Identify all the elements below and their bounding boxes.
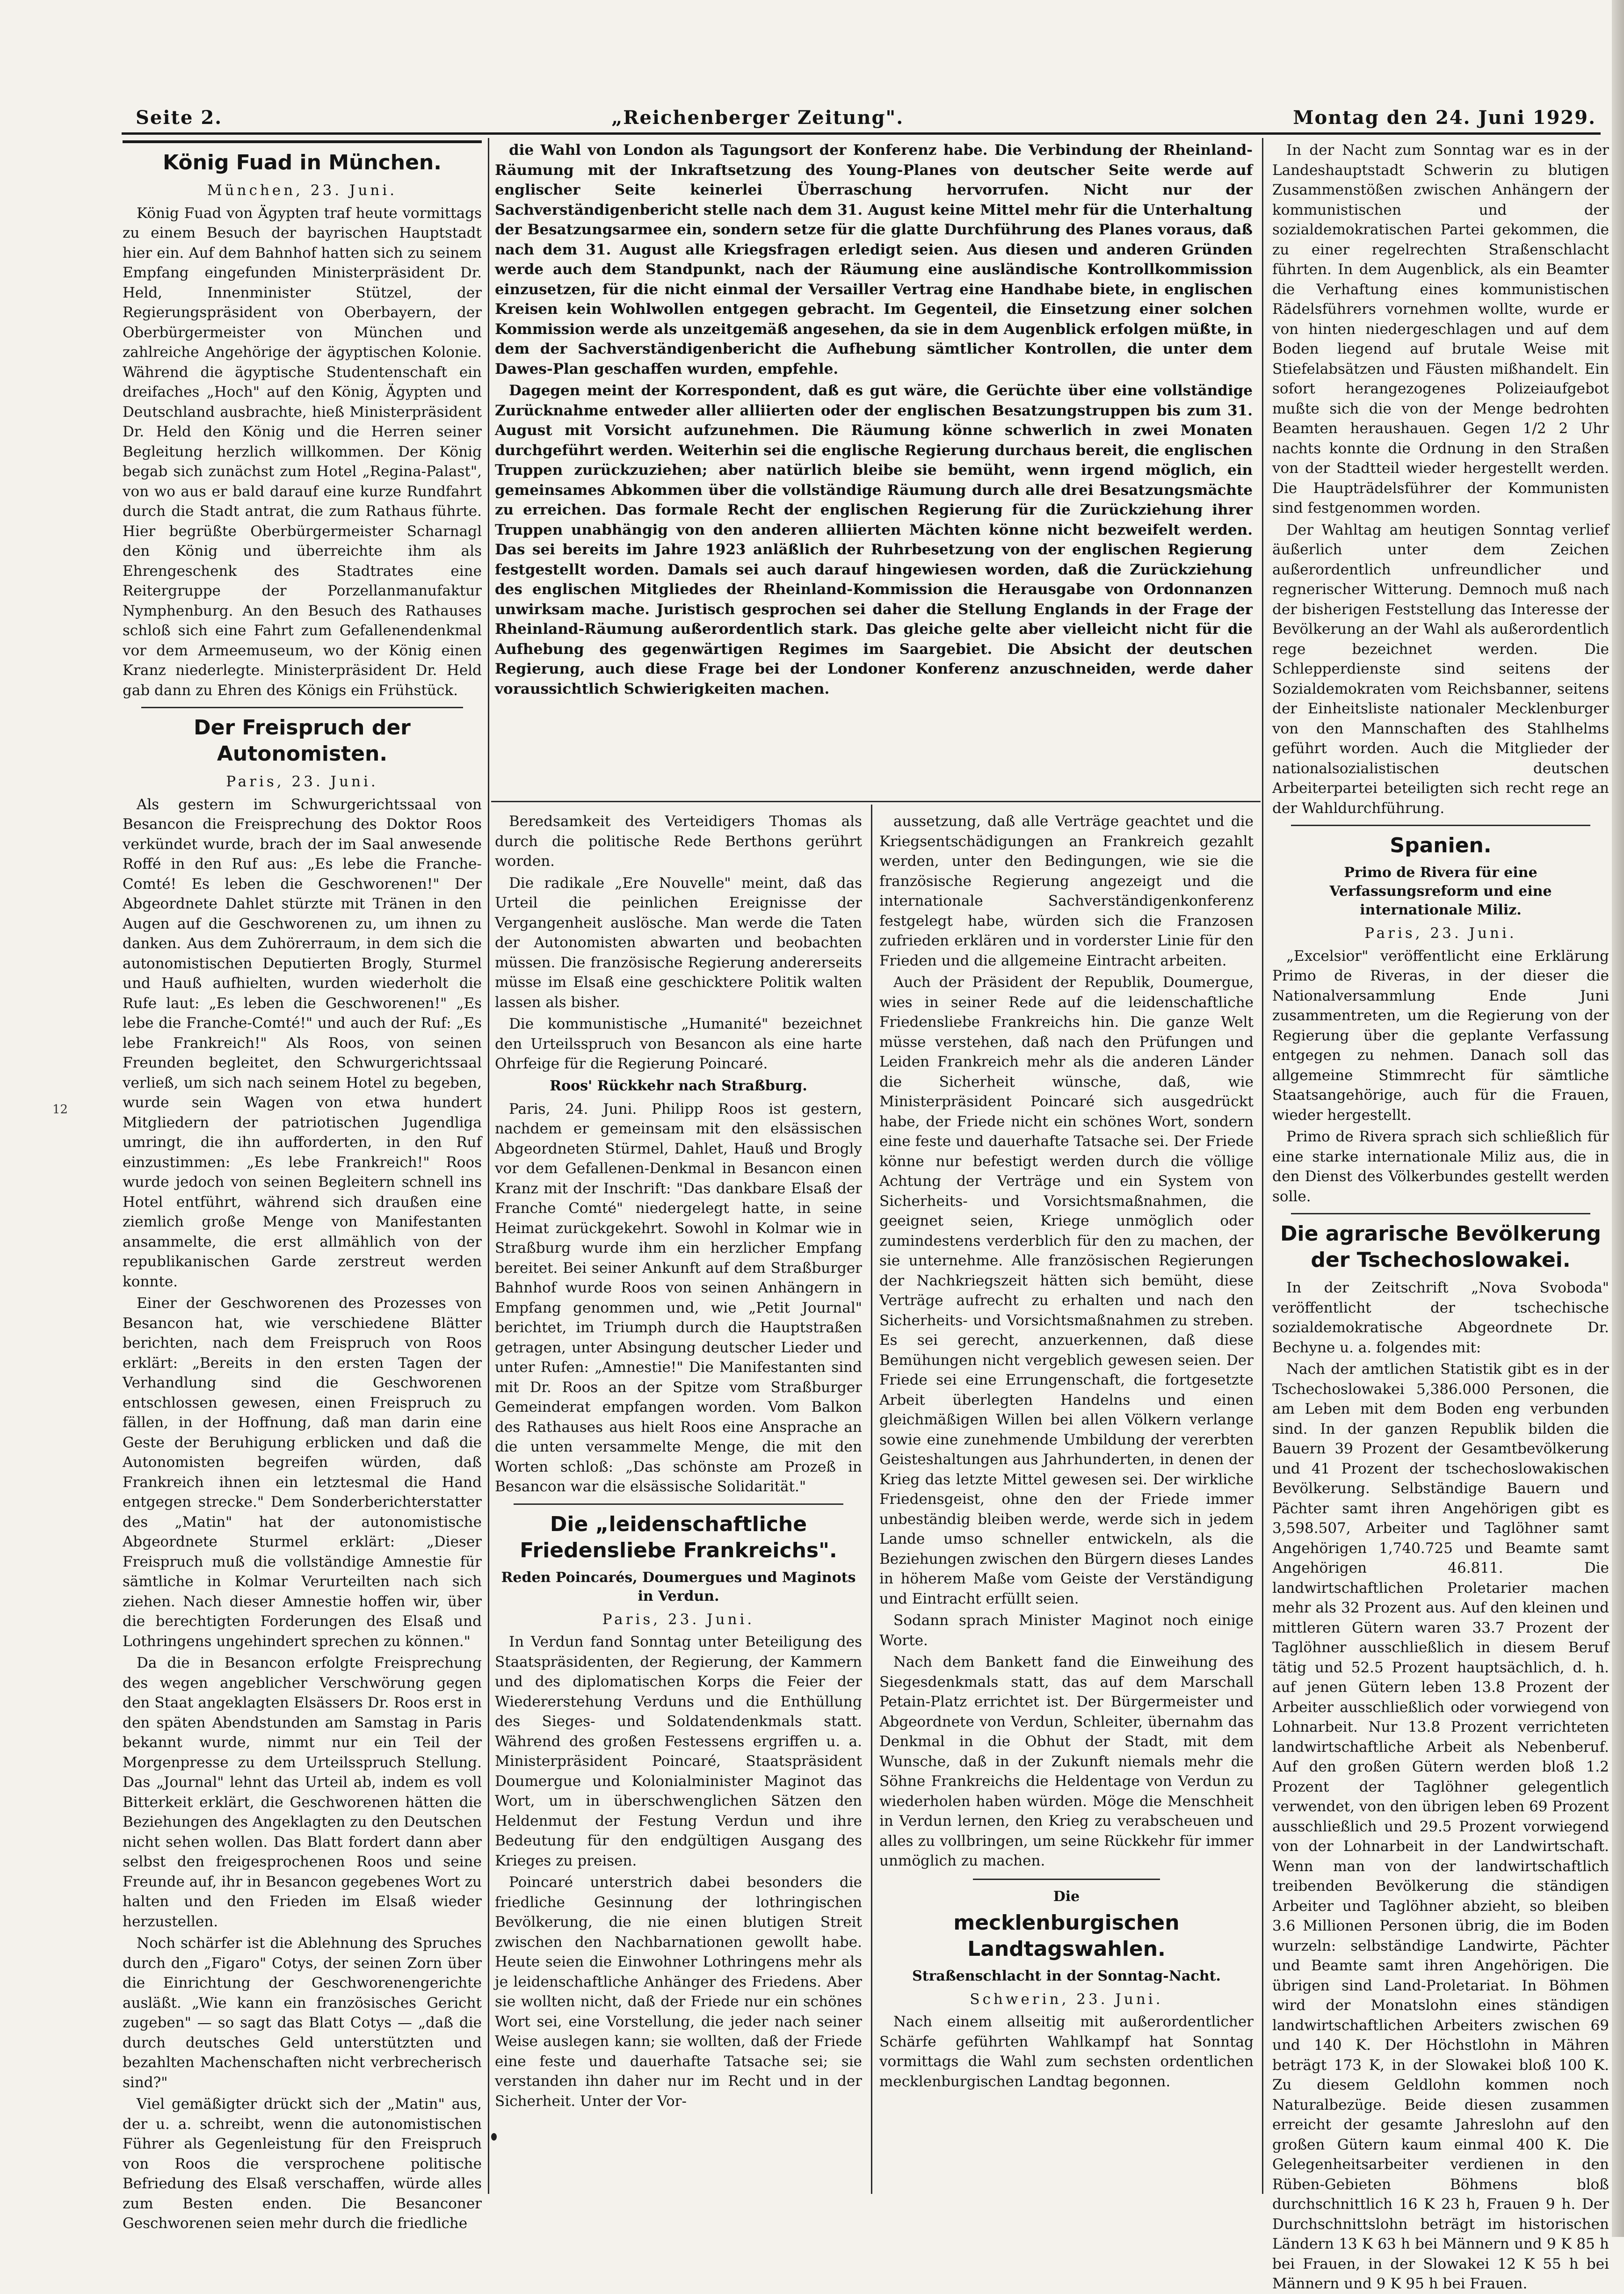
column-2-top — [495, 140, 1253, 795]
paragraph: Da die in Besancon erfolgte Freisprechung des wegen angeblicher Verschwörung gegen den Staat angeklagten Elsässers Dr. Roos erst in den späten Abendstunden am Samstag in Paris bekannt wurde, nimmt nur ein Teil der Morgenpresse zu dem Urteilsspruch Stellung. Das „Journal" lehnt das Urteil ab, indem es voll Bitterkeit erklärt, die Geschworenen hätten die Beziehungen des Angeklagten zu den Deutschen nicht sehen wollen. Das Blatt fordert dann aber selbst den freigesprochenen Roos und seine Freunde auf, ihr in Besancon gegebenes Wort zu halten und den Frieden im Elsaß wieder herzustellen. — [123, 1655, 482, 1930]
paragraph: Dagegen meint der Korrespondent, daß es gut wäre, die Gerüchte über eine vollständige Zurücknahme entweder aller alliierten oder der englischen Besatzungstruppen bis zum 31. August mit Vorsicht aufzunehmen. Die Räumung könne schwerlich in zwei Monaten durchgeführt werden. Weiterhin sei die englische Regierung durchaus bereit, die englischen Truppen zurückzuziehen; aber natürlich bleibe sie bemüht, wenn irgend möglich, ein gemeinsames Abkommen über die vollständige Räumung durch alle drei Besatzungsmächte zu erreichen. Das formale Recht der englischen Regierung für die Zurückziehung ihrer Truppen unabhängig von den anderen alliierten Mächten könne nicht bezweifelt werden. Das sei bereits im Jahre 1923 anläßlich der Ruhrbesetzung von der englischen Regierung festgestellt worden. Damals sei auch darauf hingewiesen worden, daß die Zurückziehung des englischen Mitgliedes der Rheinland-Kommission die Herausgabe von Ordonnanzen unwirksam mache. Juristisch gesprochen sei daher die Stellung Englands in der Frage der Rheinland-Räumung außerordentlich stark. Das gleiche gelte aber vielleicht nicht für die Aufhebung des gegenwärtigen Regimes im Saargebiet. Die Absicht der deutschen Regierung, auch diese Frage bei der Londoner Konferenz anzuschneiden, werde daher voraussichtlich Schwierigkeiten machen. — [495, 382, 1253, 697]
dateline-freispruch: Paris, 23. Juni. — [226, 773, 378, 790]
paragraph: Nach einem allseitig mit außerordentlicher Schärfe geführten Wahlkampf hat Sonntag vormittags die Wahl zum sechsten ordentlichen mecklenburgischen Landtag begonnen. — [879, 2013, 1254, 2090]
paragraph: die Wahl von London als Tagungsort der Konferenz habe. Die Verbindung der Rheinland-Räumung mit der Inkraftsetzung des Young-Planes von deutscher Seite werde auf englischer Seite keinerlei Überraschung hervorrufen. Nicht nur der Sachverständigenbericht stelle nach dem 31. August keine Mittel mehr für die Unterhaltung der Besatzungsarmee ein, sondern setze für die glatte Durchführung des Planes voraus, daß nach dem 31. August alle Kriegsfragen erledigt seien. Aus diesen und anderen Gründen werde auch dem Standpunkt, nach der Räumung eine ausländische Kontrollkommission einzusetzen, für die nicht einmal der Versailler Vertrag eine Handhabe biete, in englischen Kreisen kein Wohlwollen entgegen gebracht. Im Gegenteil, die Einsetzung einer solchen Kommission werde als unzeitgemäß angesehen, da sie in dem Augenblick erfolgen müßte, in dem der Sachverständigenbericht die Aufhebung sämtlicher Kontrollen, die unter dem Dawes-Plan geschaffen wurden, empfehle. — [495, 142, 1253, 377]
paragraph: In der Zeitschrift „Nova Svoboda" veröffentlicht der tschechische sozialdemokratische Abgeordnete Dr. Bechyne u. a. folgendes mit: — [1272, 1279, 1609, 1356]
column-1 — [123, 140, 482, 2232]
paragraph: aussetzung, daß alle Verträge geachtet und die Kriegsentschädigungen an Frankreich gezahlt werden, unter den Bedingungen, wie sie die französische Regierung angezeigt und die internationale Sachverständigenkonferenz festgelegt habe, würden sich die Franzosen zufrieden erklären und in vorderster Linie für den Frieden und die allgemeine Eintracht arbeiten. — [879, 813, 1254, 969]
section-divider — [973, 1879, 1160, 1880]
header-rule — [122, 132, 1601, 135]
page-number: Seite 2. — [136, 107, 223, 129]
section-rule-middle — [491, 801, 1261, 802]
article-title-meckl: mecklenburgischen Landtagswahlen. — [953, 1910, 1180, 1961]
column-1-top-rule — [123, 140, 482, 143]
paragraph: Beredsamkeit des Verteidigers Thomas als durch die politische Rede Berthons gerührt worden. — [495, 813, 862, 870]
paragraph: Viel gemäßigter drückt sich der „Matin" aus, der u. a. schreibt, wenn die autonomistischen Führer als Gegenleistung für den Freispruch von Roos die versprochene politische Befriedung des Elsaß verschaffen, würde alles zum Besten enden. Die Besanconer Geschworenen seien mehr durch die friedliche — [123, 2096, 482, 2232]
article-title-freispruch: Der Freispruch der Autonomisten. — [194, 716, 411, 766]
paragraph: Nach dem Bankett fand die Einweihung des Siegesdenkmals statt, das auf dem Marschall Petain-Platz errichtet ist. Der Bürgermeister und Abgeordnete von Verdun, Schleiter, übernahm das Denkmal in die Obhut der Stadt, mit dem Wunsche, daß in der Zukunft niemals mehr die Söhne Frankreichs die Heldentage von Verdun zu wiederholen haben würden. Möge die Menschheit in Verdun lernen, den Krieg zu verabscheuen und alles zu vollbringen, um seine Rückkehr für immer unmöglich zu machen. — [879, 1654, 1254, 1869]
section-divider — [141, 707, 463, 708]
paragraph: Paris, 24. Juni. Philipp Roos ist gestern, nachdem er gemeinsam mit den elsässischen Abgeordneten Stürmel, Dahlet, Hauß und Brogly vor dem Gefallenen-Denkmal in Besancon einen Kranz mit der Inschrift: "Das dankbare Elsaß der Franche Comté" niedergelegt hatte, in seine Heimat zurückgekehrt. Sowohl in Kolmar wie in Straßburg wurde ihm ein herzlicher Empfang bereitet. Bei seiner Ankunft auf dem Straßburger Bahnhof wurde Roos von seinen Anhängern in Empfang genommen und, wie „Petit Journal" berichtet, im Triumph durch die Hauptstraßen getragen, unter Absingung deutscher Lieder und unter Rufen: „Amnestie!" Die Manifestanten sind mit Dr. Roos an der Spitze vom Straßburger Gemeinderat empfangen worden. Vom Balkon des Rathauses aus hielt Roos eine Ansprache an die unten versammelte Menge, die mit den Worten schloß: „Das schönste am Prozeß in Besancon war die elsässische Solidarität." — [495, 1100, 862, 1495]
article-title-roos: Roos' Rückkehr nach Straßburg. — [550, 1077, 807, 1094]
paragraph: Auch der Präsident der Republik, Doumergue, wies in seiner Rede auf die leidenschaftliche Friedensliebe Frankreichs hin. Die ganze Welt müsse verstehen, daß nach den Prüfungen und Leiden Frankreich mehr als die anderen Länder die Sicherheit wünsche, daß, wie Ministerpräsident Poincaré sich ausgedrückt habe, der Friede nicht ein schönes Wort, sondern eine feste und dauerhafte Tatsache sei. Der Friede könne nur befestigt werden durch die völlige Achtung der Verträge und ein System von Sicherheits- und Vorsichtsmaßnahmen, die geeignet seien, Kriege unmöglich oder zumindestens verderblich für den zu machen, der sie unternehme. Alle französischen Regierungen der Nachkriegszeit hätten sich bemüht, diese Verträge aufrecht zu erhalten und nach den Sicherheits- und Vorsichtsmaßnahmen zu streben. Es sei gerecht, anzuerkennen, daß diese Bemühungen nicht vergeblich gewesen seien. Der Friede sei eine Errungenschaft, die fortgesetzte Arbeit überlegten Handelns und einen gleichmäßigen Willen bei allen Völkern verlange sowie eine zunehmende Umbildung der vererbten Geisteshaltungen aus Jahrhunderten, in denen der Krieg das letzte Mittel gewesen sei. Der wirkliche Friedensgeist, ohne den der Friede immer unbeständig bleiben werde, werde sich in jedem Lande umso schneller entwickeln, als die Beziehungen zwischen den Bürgern dieses Landes in höherem Maße vom Geiste der Verständigung und Eintracht erfüllt seien. — [879, 974, 1254, 1607]
column-rule-1 — [488, 138, 489, 2194]
dateline-verdun: Paris, 23. Juni. — [602, 1611, 755, 1628]
section-divider — [1291, 825, 1590, 826]
paragraph: Die radikale „Ere Nouvelle" meint, daß das Urteil die peinlichen Ereignisse der Vergangenheit auslösche. Man werde die Taten der Autonomisten abwarten und beobachten müssen. Die französische Regierung andererseits müsse im Elsaß eine geschicktere Politik walten lassen als bisher. — [495, 874, 862, 1011]
paragraph: Nach der amtlichen Statistik gibt es in der Tschechoslowakei 5,386.000 Personen, die am Leben mit dem Boden eng verbunden sind. In der ganzen Republik bilden die Bauern 39 Prozent der Gesamtbevölkerung und 41 Prozent der tschechoslowakischen Bevölkerung. Selbständige Bauern und Pächter samt ihren Angehörigen gibt es 3,598.507, Arbeiter und Taglöhner samt Angehörigen 1,740.725 und Beamte samt Angehörigen 46.811. Die landwirtschaftlichen Proletarier machen mehr als 32 Prozent aus. Auf den kleinen und mittleren Gütern waren 33.7 Prozent der Taglöhner ausschließlich in diesem Beruf tätig und 52.5 Prozent hauptsächlich, d. h. auf jenen Gütern leben 13.8 Prozent der Arbeiter ausschließlich oder vorwiegend von Lohnarbeit. Nur 13.8 Prozent verrichteten landwirtschaftliche Arbeit als Nebenberuf. Auf den großen Gütern werden bloß 1.2 Prozent der Taglöhner gelegentlich verwendet, von den übrigen leben 69 Prozent ausschließlich und 29.5 Prozent vorwiegend von der Lohnarbeit in der Landwirtschaft. Wenn man von der landwirtschaftlich treibenden Bevölkerung die ständigen Arbeiter und Taglöhner abzieht, so bleiben 3.6 Millionen Personen übrig, die im Boden wurzeln: selbständige Landwirte, Pächter und Beamte samt ihren Angehörigen. Die übrigen sind Land-Proletariat. In Böhmen wird der Monatslohn eines ständigen landwirtschaftlichen Arbeiters zwischen 69 und 140 K. Der Höchstlohn in Mähren beträgt 173 K, in der Slowakei bloß 100 K. Zu diesem Geldlohn kommen noch Naturalbezüge. Beide diesen zusammen erreicht der gesamte Jahreslohn auf den großen Gütern kaum einmal 400 K. Die Gelegenheitsarbeiter verdienen in den Rüben-Gebieten Böhmens bloß durchschnittlich 16 K 23 h, Frauen 9 h. Der Durchschnittslohn beträgt im historischen Ländern 13 K 63 h bei Männern und 9 K 85 h bei Frauen, in der Slowakei 12 K 55 h bei Männern und 9 K 95 h bei Frauen. — [1272, 1361, 1609, 2292]
article-kicker-meckl: Die — [1053, 1888, 1080, 1905]
paragraph: Noch schärfer ist die Ablehnung des Spruches durch den „Figaro" Cotys, der seinen Zorn über die Einrichtung der Geschworenengerichte ausläßt. „Wie kann ein französisches Gericht zugeben" — so sagt das Blatt Cotys — „daß die durch deutsches Geld unterstützten und bezahlten Machenschaften nicht verbrecherisch sind?" — [123, 1935, 482, 2091]
dateline-fuad: München, 23. Juni. — [207, 182, 398, 199]
article-title-agrar: Die agrarische Bevölkerung der Tschechoslowakei. — [1280, 1222, 1602, 1272]
paragraph: Die kommunistische „Humanité" bezeichnet den Urteilsspruch von Besancon als eine harte Ohrfeige für die Regierung Poincaré. — [495, 1016, 862, 1072]
column-3 — [1272, 140, 1609, 2292]
paragraph: Als gestern im Schwurgerichtssaal von Besancon die Freisprechung des Doktor Roos verkündet wurde, brach der im Saal anwesende Roffé in den Ruf aus: „Es lebe die Franche-Comté! Es leben die Geschworenen!" Der Abgeordnete Dahlet stürzte mit Tränen in den Augen auf die Geschworenen zu, um ihnen zu danken. Aus dem Zuhörerraum, in dem sich die autonomistischen Deputierten Brogly, Sturmel und Hauß aufhielten, wurden wiederholt die Rufe laut: „Es leben die Geschworenen!" „Es lebe die Franche-Comté!" und auch der Ruf: „Es lebe Frankreich!" Als Roos, von seinen Freunden begleitet, den Schwurgerichtssaal verließ, um sich nach seinem Hotel zu begeben, wurde sein Wagen von etwa hundert Mitgliedern der patriotischen Jugendliga umringt, die ihn aufforderten, in den Ruf einzustimmen: „Es lebe Frankreich!" Roos wurde jedoch von seinen Begleitern schnell ins Hotel entführt, während sich draußen eine ziemlich große Menge von Manifestanten ansammelte, die erst allmählich von der republikanischen Garde zerstreut werden konnte. — [123, 796, 482, 1290]
masthead: „Reichenberger Zeitung". — [611, 107, 904, 129]
article-title-fuad: König Fuad in München. — [163, 151, 442, 174]
paragraph: In der Nacht zum Sonntag war es in der Landeshauptstadt Schwerin zu blutigen Zusammenstößen zwischen Anhängern der kommunistischen und der sozialdemokratischen Partei gekommen, die zu einer regelrechten Straßenschlacht führten. In dem Augenblick, als ein Beamter die Verhaftung eines kommunistischen Rädelsführers vornehmen wollte, wurde er von hinten niedergeschlagen und auf dem Boden liegend auf brutale Weise mit Stiefelabsätzen und Fäusten mißhandelt. Ein sofort herangezogenes Polizeiaufgebot mußte sich die von der Menge bedrohten Beamten heraushauen. Gegen 1/2 2 Uhr nachts konnte die Ordnung in den Straßen von der Stadtteil wieder hergestellt werden. Die Haupträdelsführer der Kommunisten sind festgenommen worden. — [1272, 142, 1609, 516]
article-title-verdun: Die „leidenschaftliche Friedensliebe Frankreichs". — [520, 1512, 837, 1562]
article-subtitle-spanien: Primo de Rivera für eine Verfassungsreform und eine internationale Miliz. — [1329, 864, 1552, 918]
ink-dot — [491, 2133, 497, 2141]
paragraph: Der Wahltag am heutigen Sonntag verlief äußerlich unter dem Zeichen außerordentlich unfreundlicher und regnerischer Witterung. Demnoch muß nach der bisherigen Feststellung das Interesse der Bevölkerung an der Wahl als außerordentlich rege bezeichnet werden. Die Schlepperdienste sind seitens der Sozialdemokraten vom Reichsbanner, seitens der Einheitsliste nationaler Mecklenburger von den Mannschaften des Stahlhelms geführt worden. Auch die Mitglieder der nationalsozialistischen deutschen Arbeiterpartei beteiligten sich recht rege an der Wahldurchführung. — [1272, 521, 1609, 817]
section-divider — [514, 1503, 843, 1505]
paragraph: Einer der Geschworenen des Prozesses von Besancon hat, wie verschiedene Blätter berichten, nach dem Freispruch von Roos erklärt: „Bereits in den ersten Tagen der Verhandlung sind die Geschworenen entschlossen gewesen, einen Freispruch zu fällen, in der Hoffnung, daß man darin eine Geste der Beruhigung erblicken und daß die Autonomisten begreifen würden, daß Frankreich ihnen ein letztesmal die Hand entgegen strecke." Dem Sonderberichterstatter des „Matin" hat der autonomistische Abgeordnete Sturmel erklärt: „Dieser Freispruch muß die vollständige Amnestie für sämtliche in Kolmar Verurteilten nach sich ziehen. Nach dieser Amnestie hoffen wir, über die berechtigten Forderungen des Elsaß und Lothringens ungehindert sprechen zu können." — [123, 1295, 482, 1650]
paragraph: Poincaré unterstrich dabei besonders die friedliche Gesinnung der lothringischen Bevölkerung, die nie einen blutigen Streit zwischen den Nachbarnationen gewollt habe. Heute seien die Einwohner Lothringens mehr als je leidenschaftliche Anhänger des Friedens. Aber sie wollten nicht, daß der Friede nur ein schönes Wort sei, eine Vorstellung, die jeder nach seiner Weise auslegen kann; sie wollten, daß der Friede eine feste und dauerhafte Tatsache sei; sie verstanden ihn daher nur im Recht und in der Sicherheit. Unter der Vor- — [495, 1874, 862, 2110]
paragraph: Primo de Rivera sprach sich schließlich für eine starke internationale Miliz aus, die in den Dienst des Völkerbundes gestellt werden solle. — [1272, 1128, 1609, 1205]
paragraph: König Fuad von Ägypten traf heute vormittags zu einem Besuch der bayrischen Hauptstadt hier ein. Auf dem Bahnhof hatten sich zu seinem Empfang eingefunden Ministerpräsident Dr. Held, Innenminister Stützel, der Regierungspräsident von Oberbayern, der Oberbürgermeister von München und zahlreiche Angehörige der ägyptischen Kolonie. Während die ägyptische Studentenschaft ein dreifaches „Hoch" auf den König, Ägypten und Deutschland ausbrachte, hieß Ministerpräsident Dr. Held den König und die Herren seiner Begleitung herzlich willkommen. Der König begab sich zunächst zum Hotel „Regina-Palast", von wo aus er bald darauf eine kurze Rundfahrt durch die Stadt antrat, die zum Rathaus führte. Hier begrüßte Oberbürgermeister Scharnagl den König und überreichte ihm als Ehrengeschenk des Stadtrates eine Reitergruppe der Porzellanmanufaktur Nymphenburg. An den Besuch des Rathauses schloß sich eine Fahrt zum Gefallenendenkmal vor dem Armeemuseum, wo der König einen Kranz niederlegte. Ministerpräsident Dr. Held gab dann zu Ehren des Königs ein Frühstück. — [123, 204, 482, 699]
section-divider — [1291, 1213, 1590, 1214]
margin-mark: 12 — [52, 1103, 68, 1117]
article-subtitle-verdun: Reden Poincarés, Doumergues und Maginots in Verdun. — [501, 1569, 856, 1604]
paragraph: „Excelsior" veröffentlicht eine Erklärung Primo de Riveras, in der dieser die Nationalversammlung Ende Juni zusammentreten, um die Regierung von der Regierung über die geplante Verfassung entgegen zu nehmen. Danach soll das allgemeine Stimmrecht für sämtliche Staatsangehörige, auch für die Frauen, wieder hergestellt. — [1272, 947, 1609, 1124]
scan-edge — [1612, 0, 1624, 2237]
column-rule-3 — [1262, 138, 1263, 2194]
issue-date: Montag den 24. Juni 1929. — [1293, 107, 1596, 129]
column-rule-2b — [871, 805, 872, 2194]
article-subtitle-meckl: Straßenschlacht in der Sonntag-Nacht. — [912, 1967, 1221, 1984]
column-2-right — [879, 812, 1254, 2192]
dateline-spanien: Paris, 23. Juni. — [1364, 925, 1517, 942]
paragraph: In Verdun fand Sonntag unter Beteiligung des Staatspräsidenten, der Regierung, der Kammern und des diplomatischen Korps die Feier der Wiedererstehung Verduns und die Enthüllung des Sieges- und Soldatendenkmals statt. Während des großen Festessens ergriffen u. a. Ministerpräsident Poincaré, Staatspräsident Doumergue und Kolonialminister Maginot das Wort, um in überschwenglichen Sätzen den Heldenmut der Festung Verdun und ihre Bedeutung für den endgültigen Ausgang des Krieges zu preisen. — [495, 1633, 862, 1869]
article-title-spanien: Spanien. — [1390, 834, 1492, 857]
paragraph: Sodann sprach Minister Maginot noch einige Worte. — [879, 1612, 1254, 1649]
column-2-left — [495, 812, 862, 2192]
page-header — [136, 96, 1596, 129]
dateline-meckl: Schwerin, 23. Juni. — [970, 1990, 1163, 2008]
